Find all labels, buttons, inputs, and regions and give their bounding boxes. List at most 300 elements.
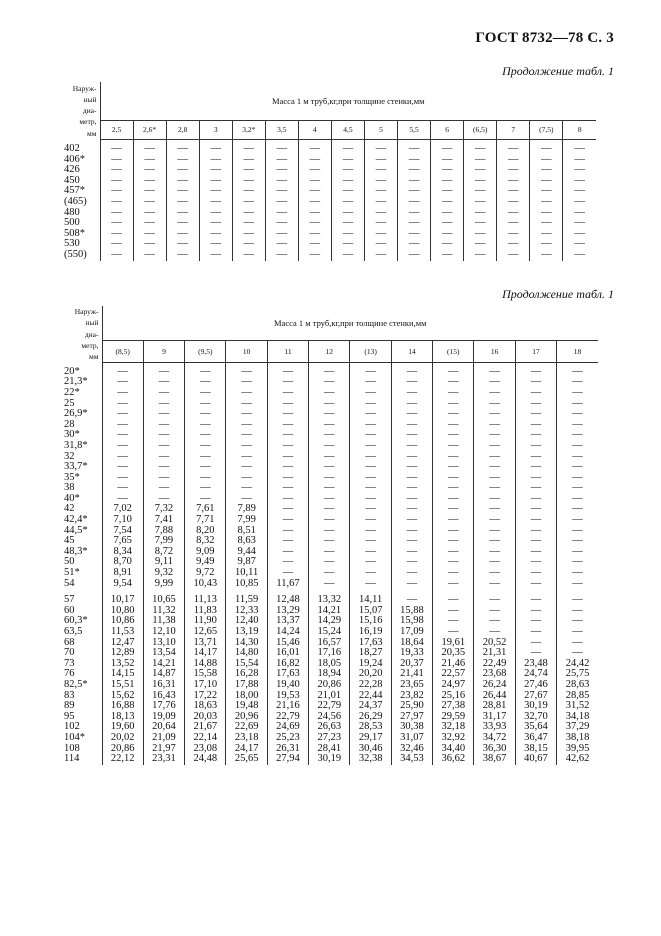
mass-cell: 16,82 (267, 659, 308, 670)
diameter-cell: 20* (62, 362, 102, 377)
mass-cell: — (515, 494, 556, 505)
mass-cell: — (515, 420, 556, 431)
mass-cell: — (226, 473, 267, 484)
mass-cell: 22,57 (433, 669, 474, 680)
diameter-cell: 426 (62, 165, 100, 176)
mass-cell: 15,46 (267, 638, 308, 649)
mass-cell: 30,46 (350, 744, 391, 755)
mass-cell: 12,40 (226, 616, 267, 627)
mass-cell: — (331, 155, 364, 166)
mass-cell: — (350, 536, 391, 547)
mass-cell: — (431, 250, 464, 261)
mass-cell: — (265, 197, 298, 208)
mass-cell: — (309, 409, 350, 420)
mass-cell: — (557, 430, 598, 441)
mass-cell: — (267, 388, 308, 399)
mass-cell: 9,49 (185, 557, 226, 568)
mass-cell: — (398, 186, 431, 197)
mass-cell: — (309, 494, 350, 505)
diameter-cell: 70 (62, 648, 102, 659)
mass-cell: 8,72 (143, 547, 184, 558)
mass-cell: — (497, 208, 530, 219)
mass-cell: — (143, 399, 184, 410)
table-row (62, 362, 598, 377)
mass-cell: — (557, 526, 598, 537)
mass-cell: — (497, 165, 530, 176)
mass-cell: 13,29 (267, 606, 308, 617)
mass-cell: 19,48 (226, 701, 267, 712)
mass-cell: — (267, 536, 308, 547)
mass-cell: 23,31 (143, 754, 184, 765)
mass-cell: — (557, 648, 598, 659)
mass-cell: — (350, 430, 391, 441)
mass-cell: — (365, 155, 398, 166)
mass-cell: — (166, 250, 199, 261)
mass-cell: — (433, 462, 474, 473)
mass-cell: 27,97 (391, 712, 432, 723)
mass-cell: 20,20 (350, 669, 391, 680)
mass-cell: 32,18 (433, 722, 474, 733)
mass-cell: — (557, 399, 598, 410)
mass-cell: 18,05 (309, 659, 350, 670)
mass-cell: — (309, 526, 350, 537)
mass-cell: 10,11 (226, 568, 267, 579)
diameter-cell: 42 (62, 504, 102, 515)
diameter-header (62, 82, 100, 140)
mass-cell: — (102, 494, 143, 505)
diameter-cell: 40* (62, 494, 102, 505)
mass-cell: — (226, 452, 267, 463)
mass-cell: — (474, 452, 515, 463)
mass-cell: — (350, 494, 391, 505)
mass-cell: 7,10 (102, 515, 143, 526)
mass-cell: 25,23 (267, 733, 308, 744)
mass-cell: 14,30 (226, 638, 267, 649)
mass-cell: — (433, 616, 474, 627)
mass-cell: 17,10 (185, 680, 226, 691)
mass-cell: — (515, 606, 556, 617)
mass-cell: — (391, 420, 432, 431)
mass-cell: 25,90 (391, 701, 432, 712)
diameter-cell: 82,5* (62, 680, 102, 691)
mass-cell: — (309, 362, 350, 377)
diameter-cell: 402 (62, 140, 100, 155)
mass-cell: — (309, 377, 350, 388)
mass-cell: 7,71 (185, 515, 226, 526)
table-row (62, 733, 598, 744)
mass-cell: — (474, 409, 515, 420)
mass-cell: 14,88 (185, 659, 226, 670)
diameter-header-line: Наруж- (72, 83, 97, 93)
mass-cell: — (365, 218, 398, 229)
mass-cell: — (563, 250, 596, 261)
mass-cell: 16,57 (309, 638, 350, 649)
mass-cell: 14,15 (102, 669, 143, 680)
mass-cell: — (185, 483, 226, 494)
mass-cell: 28,81 (474, 701, 515, 712)
mass-cell: — (557, 627, 598, 638)
mass-cell: — (474, 568, 515, 579)
mass-cell: — (298, 208, 331, 219)
mass-cell: — (464, 218, 497, 229)
mass-cell: — (563, 197, 596, 208)
mass-cell: 20,52 (474, 638, 515, 649)
mass-cell: — (133, 229, 166, 240)
mass-cell: — (100, 155, 133, 166)
mass-cell: — (143, 362, 184, 377)
diameter-cell: 33,7* (62, 462, 102, 473)
mass-cell: — (100, 250, 133, 261)
mass-cell: — (497, 186, 530, 197)
pipe-mass-table-1 (62, 82, 596, 261)
mass-cell: — (515, 595, 556, 606)
table-row (62, 441, 598, 452)
mass-cell: — (464, 165, 497, 176)
mass-cell: — (398, 197, 431, 208)
mass-cell: — (474, 547, 515, 558)
mass-cell: 23,48 (515, 659, 556, 670)
mass-cell: — (557, 504, 598, 515)
mass-cell: — (265, 218, 298, 229)
diameter-header (62, 306, 102, 362)
mass-cell: — (185, 420, 226, 431)
mass-cell: 9,11 (143, 557, 184, 568)
mass-cell: 23,68 (474, 669, 515, 680)
mass-cell: — (226, 420, 267, 431)
mass-cell: — (350, 420, 391, 431)
table-row (62, 388, 598, 399)
mass-cell: — (391, 462, 432, 473)
mass-cell: — (557, 579, 598, 590)
mass-cell: — (102, 462, 143, 473)
mass-cell: — (557, 462, 598, 473)
mass-cell: — (100, 197, 133, 208)
mass-cell: — (557, 606, 598, 617)
mass-cell: — (102, 483, 143, 494)
mass-cell: 10,17 (102, 595, 143, 606)
mass-cell: — (226, 399, 267, 410)
mass-cell: — (557, 568, 598, 579)
wall-thickness-header: 3,5 (265, 121, 298, 140)
mass-cell: 11,13 (185, 595, 226, 606)
mass-cell: — (232, 229, 265, 240)
mass-cell: — (199, 140, 232, 155)
mass-cell: — (464, 197, 497, 208)
mass-cell: — (267, 420, 308, 431)
mass-cell: — (391, 579, 432, 590)
mass-cell: 33,93 (474, 722, 515, 733)
mass-cell: — (497, 239, 530, 250)
mass-cell: — (199, 208, 232, 219)
mass-cell: 32,46 (391, 744, 432, 755)
mass-cell: 17,63 (267, 669, 308, 680)
mass-cell: — (102, 377, 143, 388)
mass-cell: — (350, 515, 391, 526)
mass-cell: 14,29 (309, 616, 350, 627)
mass-cell: 16,28 (226, 669, 267, 680)
wall-thickness-header: 2,5 (100, 121, 133, 140)
mass-cell: — (267, 515, 308, 526)
mass-cell: — (133, 197, 166, 208)
mass-cell: 27,38 (433, 701, 474, 712)
mass-cell: 36,30 (474, 744, 515, 755)
mass-cell: 15,54 (226, 659, 267, 670)
mass-cell: — (515, 452, 556, 463)
mass-cell: 10,65 (143, 595, 184, 606)
mass-cell: 17,09 (391, 627, 432, 638)
wall-thickness-header: (15) (433, 341, 474, 363)
mass-cell: — (199, 186, 232, 197)
mass-cell: — (557, 473, 598, 484)
mass-cell: — (515, 388, 556, 399)
mass-cell: — (143, 483, 184, 494)
mass-cell: — (350, 399, 391, 410)
wall-thickness-header: 6 (431, 121, 464, 140)
mass-cell: 8,51 (226, 526, 267, 537)
mass-cell: — (398, 218, 431, 229)
mass-cell: — (563, 239, 596, 250)
mass-cell: — (515, 638, 556, 649)
mass-cell: — (350, 377, 391, 388)
mass-cell: — (265, 208, 298, 219)
mass-cell: — (267, 430, 308, 441)
mass-cell: — (298, 176, 331, 187)
mass-cell: — (433, 536, 474, 547)
mass-cell: 7,02 (102, 504, 143, 515)
mass-cell: 14,21 (143, 659, 184, 670)
mass-cell: — (166, 140, 199, 155)
diameter-header-line: метр, (79, 117, 97, 127)
mass-cell: — (515, 526, 556, 537)
mass-cell: — (331, 239, 364, 250)
mass-cell: — (102, 473, 143, 484)
mass-cell: — (232, 155, 265, 166)
mass-cell: 24,17 (226, 744, 267, 755)
mass-cell: 34,18 (557, 712, 598, 723)
mass-cell: — (474, 430, 515, 441)
mass-cell: — (474, 579, 515, 590)
mass-cell: — (433, 473, 474, 484)
mass-cell: — (557, 362, 598, 377)
mass-cell: 22,28 (350, 680, 391, 691)
mass-cell: — (474, 420, 515, 431)
diameter-cell: 500 (62, 218, 100, 229)
mass-cell: — (350, 388, 391, 399)
mass-cell: 11,67 (267, 579, 308, 590)
mass-cell: — (267, 399, 308, 410)
mass-cell: — (309, 441, 350, 452)
wall-thickness-header: 8 (563, 121, 596, 140)
mass-cell: 16,01 (267, 648, 308, 659)
mass-cell: 21,41 (391, 669, 432, 680)
diameter-header-line: мм (87, 128, 97, 138)
mass-cell: — (365, 176, 398, 187)
mass-cell: 12,89 (102, 648, 143, 659)
wall-thickness-header: (6,5) (464, 121, 497, 140)
mass-cell: — (530, 250, 563, 261)
diameter-cell: 57 (62, 595, 102, 606)
mass-cell: — (530, 176, 563, 187)
mass-cell: — (391, 515, 432, 526)
mass-cell: — (331, 186, 364, 197)
mass-cell: — (515, 515, 556, 526)
mass-cell: — (557, 388, 598, 399)
mass-cell: — (431, 155, 464, 166)
mass-cell: 18,94 (309, 669, 350, 680)
mass-cell: — (464, 239, 497, 250)
mass-cell: — (464, 186, 497, 197)
mass-cell: — (431, 218, 464, 229)
diameter-cell: 42,4* (62, 515, 102, 526)
mass-cell: — (391, 362, 432, 377)
mass-cell: — (431, 208, 464, 219)
mass-cell: — (350, 547, 391, 558)
diameter-cell: 530 (62, 239, 100, 250)
mass-cell: 21,09 (143, 733, 184, 744)
mass-cell: — (474, 462, 515, 473)
mass-cell: — (267, 462, 308, 473)
mass-cell: — (433, 606, 474, 617)
mass-cell: — (102, 452, 143, 463)
mass-cell: 13,52 (102, 659, 143, 670)
mass-cell: — (563, 155, 596, 166)
mass-cell: — (265, 176, 298, 187)
mass-cell: — (143, 377, 184, 388)
mass-cell: — (515, 627, 556, 638)
mass-cell: — (474, 388, 515, 399)
mass-cell: — (433, 557, 474, 568)
mass-cell: — (309, 452, 350, 463)
mass-cell: — (474, 362, 515, 377)
mass-cell: — (530, 186, 563, 197)
mass-cell: — (232, 218, 265, 229)
mass-cell: 24,42 (557, 659, 598, 670)
mass-cell: — (133, 165, 166, 176)
mass-cell: — (557, 536, 598, 547)
mass-cell: — (226, 362, 267, 377)
wall-thickness-header: (13) (350, 341, 391, 363)
mass-cell: — (365, 186, 398, 197)
table-row (62, 579, 598, 590)
mass-cell: — (365, 229, 398, 240)
mass-cell: — (133, 155, 166, 166)
mass-cell: — (515, 483, 556, 494)
mass-cell: — (199, 165, 232, 176)
mass-cell: — (398, 165, 431, 176)
diameter-header-line: ный (83, 94, 97, 104)
mass-cell: — (100, 165, 133, 176)
wall-thickness-header: 9 (143, 341, 184, 363)
mass-cell: — (199, 176, 232, 187)
mass-cell: — (557, 483, 598, 494)
mass-cell: — (398, 250, 431, 261)
table-row (62, 197, 596, 208)
mass-cell: 7,41 (143, 515, 184, 526)
wall-thickness-header: 4,5 (331, 121, 364, 140)
mass-cell: 30,19 (309, 754, 350, 765)
mass-cell: 10,86 (102, 616, 143, 627)
mass-cell: 12,65 (185, 627, 226, 638)
mass-cell: — (433, 515, 474, 526)
mass-cell: 14,24 (267, 627, 308, 638)
diameter-cell: 60 (62, 606, 102, 617)
mass-cell: — (515, 504, 556, 515)
mass-cell: — (226, 441, 267, 452)
mass-cell: — (143, 473, 184, 484)
diameter-cell: 48,3* (62, 547, 102, 558)
mass-cell: — (557, 420, 598, 431)
mass-cell: 21,97 (143, 744, 184, 755)
mass-cell: — (267, 547, 308, 558)
mass-cell: 19,53 (267, 691, 308, 702)
mass-cell: — (431, 176, 464, 187)
mass-cell: — (166, 165, 199, 176)
mass-cell: — (350, 579, 391, 590)
mass-cell: 9,72 (185, 568, 226, 579)
mass-cell: — (309, 536, 350, 547)
mass-cell: — (185, 494, 226, 505)
mass-cell: 15,88 (391, 606, 432, 617)
mass-cell: 42,62 (557, 754, 598, 765)
mass-cell: — (350, 526, 391, 537)
mass-cell: — (433, 399, 474, 410)
mass-cell: — (143, 409, 184, 420)
mass-cell: — (100, 186, 133, 197)
mass-cell: — (557, 452, 598, 463)
mass-cell: — (398, 155, 431, 166)
mass-cell: — (497, 250, 530, 261)
mass-cell: — (474, 399, 515, 410)
mass-cell: — (563, 229, 596, 240)
mass-cell: 7,88 (143, 526, 184, 537)
diameter-cell: 45 (62, 536, 102, 547)
mass-cell: — (365, 140, 398, 155)
mass-cell: — (265, 229, 298, 240)
mass-cell: — (232, 239, 265, 250)
mass-cell: 21,01 (309, 691, 350, 702)
mass-cell: 18,27 (350, 648, 391, 659)
mass-cell: — (474, 483, 515, 494)
mass-cell: 23,82 (391, 691, 432, 702)
mass-cell: 15,58 (185, 669, 226, 680)
mass-title: Масса 1 м труб,кг,при толщине стенки,мм (100, 82, 596, 121)
mass-cell: — (267, 504, 308, 515)
mass-cell: — (433, 388, 474, 399)
mass-cell: — (185, 399, 226, 410)
mass-cell: — (563, 165, 596, 176)
mass-cell: — (350, 483, 391, 494)
mass-cell: 12,33 (226, 606, 267, 617)
mass-cell: — (309, 483, 350, 494)
mass-cell: — (232, 208, 265, 219)
mass-cell: — (350, 362, 391, 377)
diameter-cell: (465) (62, 197, 100, 208)
wall-thickness-header: 10 (226, 341, 267, 363)
mass-cell: — (298, 186, 331, 197)
mass-cell: 13,37 (267, 616, 308, 627)
diameter-cell: 114 (62, 754, 102, 765)
mass-cell: 12,47 (102, 638, 143, 649)
mass-cell: 11,59 (226, 595, 267, 606)
mass-cell: — (265, 239, 298, 250)
mass-cell: 20,03 (185, 712, 226, 723)
diameter-cell: 30* (62, 430, 102, 441)
mass-cell: — (265, 155, 298, 166)
mass-cell: 23,18 (226, 733, 267, 744)
mass-cell: — (398, 229, 431, 240)
mass-cell: 40,67 (515, 754, 556, 765)
mass-cell: 21,46 (433, 659, 474, 670)
